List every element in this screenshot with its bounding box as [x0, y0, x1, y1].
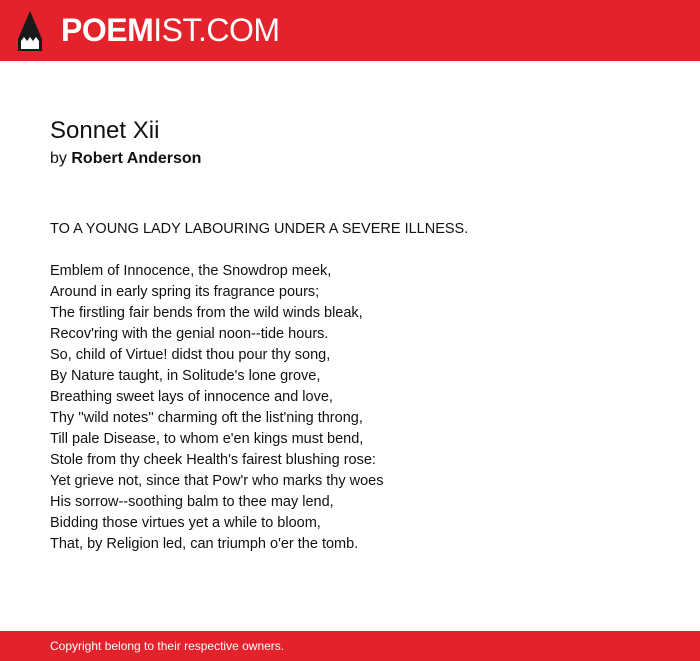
poem-line: Around in early spring its fragrance pours; [50, 284, 320, 300]
poem-line: By Nature taught, in Solitude's lone grove, [50, 368, 321, 384]
author-name[interactable]: Robert Anderson [71, 150, 202, 167]
poem-line: Emblem of Innocence, the Snowdrop meek, [50, 263, 332, 279]
poem-line: So, child of Virtue! didst thou pour thy song, [50, 347, 331, 363]
site-footer [0, 631, 700, 661]
poem-dedication: TO A YOUNG LADY LABOURING UNDER A SEVERE ILLNESS. [50, 221, 469, 237]
poem-lines [50, 261, 670, 555]
poem-line: Thy ''wild notes'' charming oft the list'ning throng, [50, 410, 363, 426]
poem-heading [50, 115, 670, 169]
poem-line: Yet grieve not, since that Pow'r who marks thy woes [50, 473, 384, 489]
poem-line: Stole from thy cheek Health's fairest blushing rose: [50, 452, 376, 468]
page-title: Sonnet Xii [50, 117, 160, 144]
byline [50, 149, 670, 169]
poem-line: The firstling fair bends from the wild winds bleak, [50, 305, 363, 321]
poem-line: Breathing sweet lays of innocence and love, [50, 389, 333, 405]
poem-line: Recov'ring with the genial noon--tide hours. [50, 326, 329, 342]
by-prefix: by [50, 150, 67, 167]
poem-line: Bidding those virtues yet a while to bloom, [50, 515, 321, 531]
poem-line: Till pale Disease, to whom e'en kings must bend, [50, 431, 364, 447]
pencil-tip-icon[interactable] [18, 11, 42, 51]
site-header [0, 0, 700, 61]
site-logo-link[interactable] [61, 12, 280, 48]
poem-line: That, by Religion led, can triumph o'er the tomb. [50, 536, 359, 552]
poem-line: His sorrow--soothing balm to thee may lend, [50, 494, 334, 510]
copyright-notice: Copyright belong to their respective owners. [50, 639, 285, 653]
logo-text-bold: POEM [61, 12, 154, 48]
poem-body [50, 219, 670, 555]
logo-text-light: IST.COM [153, 12, 280, 48]
